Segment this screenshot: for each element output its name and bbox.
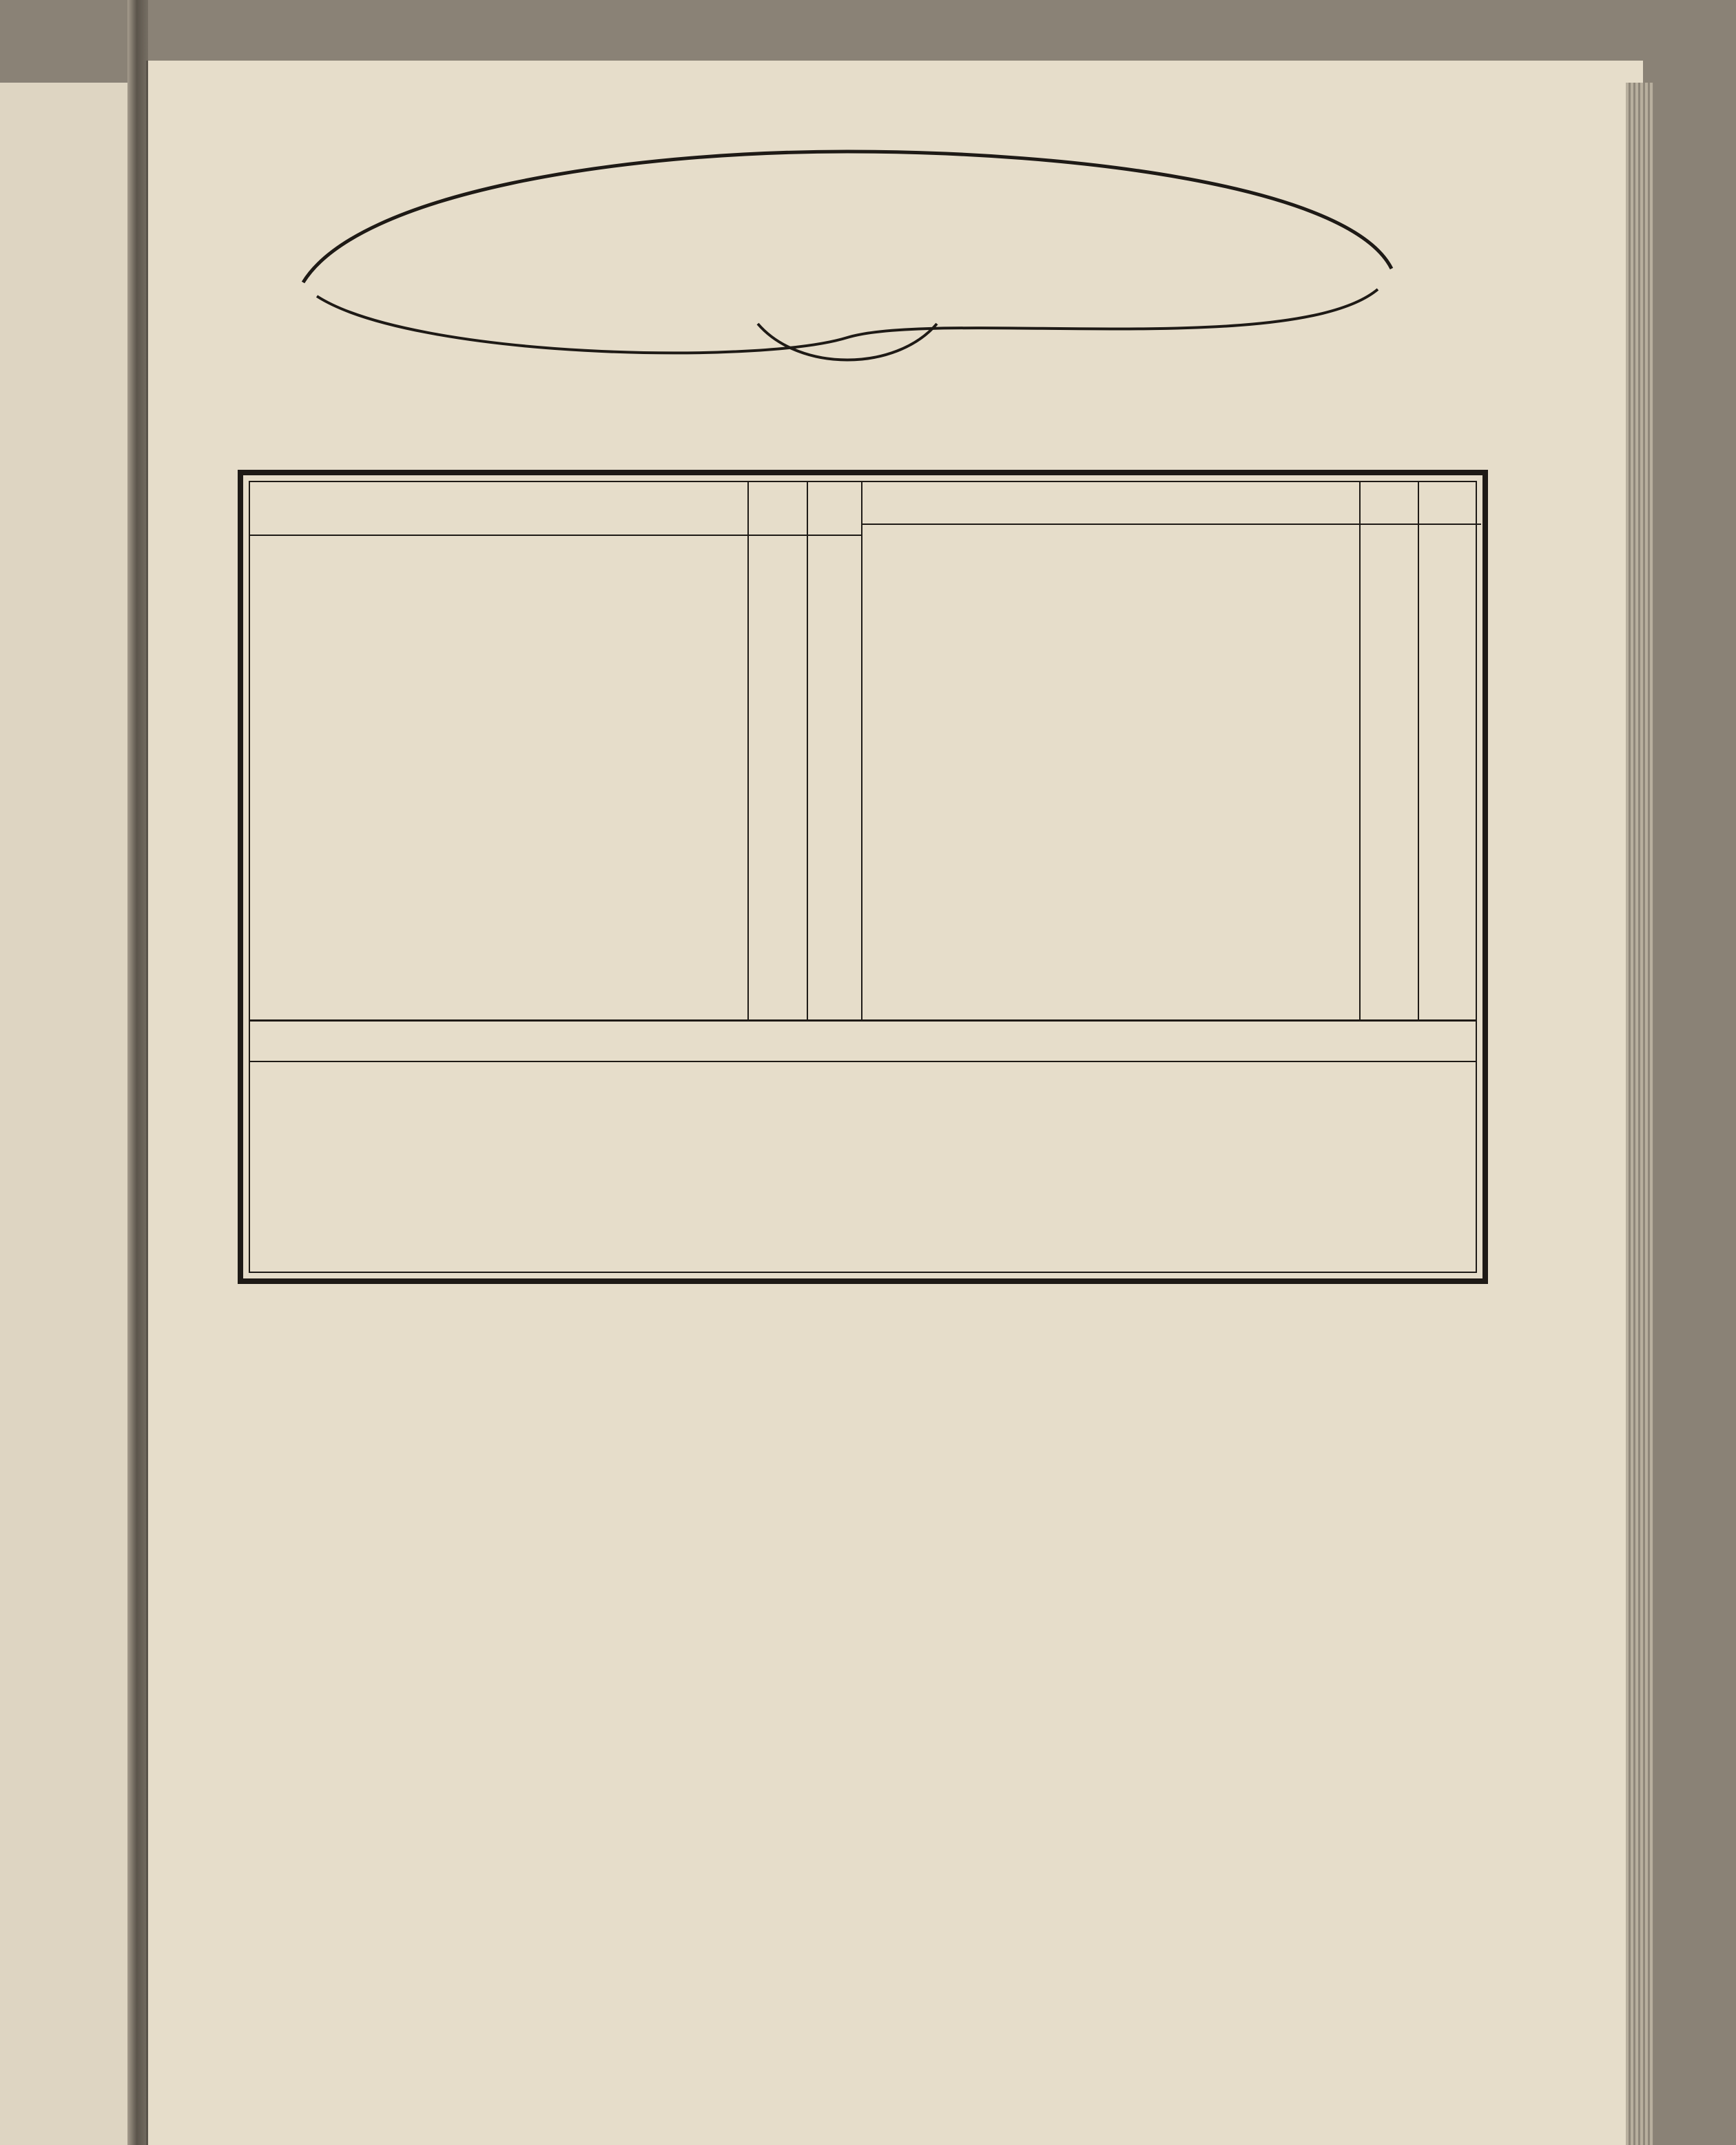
book-gutter — [127, 0, 148, 2145]
masthead-flourish — [276, 110, 1419, 372]
left-page — [0, 83, 127, 2145]
price-table-inner-border — [249, 481, 1477, 1273]
meat-kr-divider — [747, 482, 749, 1019]
page-edges — [1626, 83, 1653, 2145]
bread-heading-rule — [861, 524, 1481, 525]
meat-heading-rule — [250, 535, 861, 536]
price-table — [238, 470, 1488, 1284]
bread-kr-divider — [1359, 482, 1361, 1019]
bread-pf-divider — [1418, 482, 1419, 1019]
meat-pf-divider — [807, 482, 808, 1019]
grain-top-rule — [250, 1019, 1476, 1022]
grain-heading-rule — [250, 1061, 1476, 1062]
section-divider — [861, 482, 862, 1019]
